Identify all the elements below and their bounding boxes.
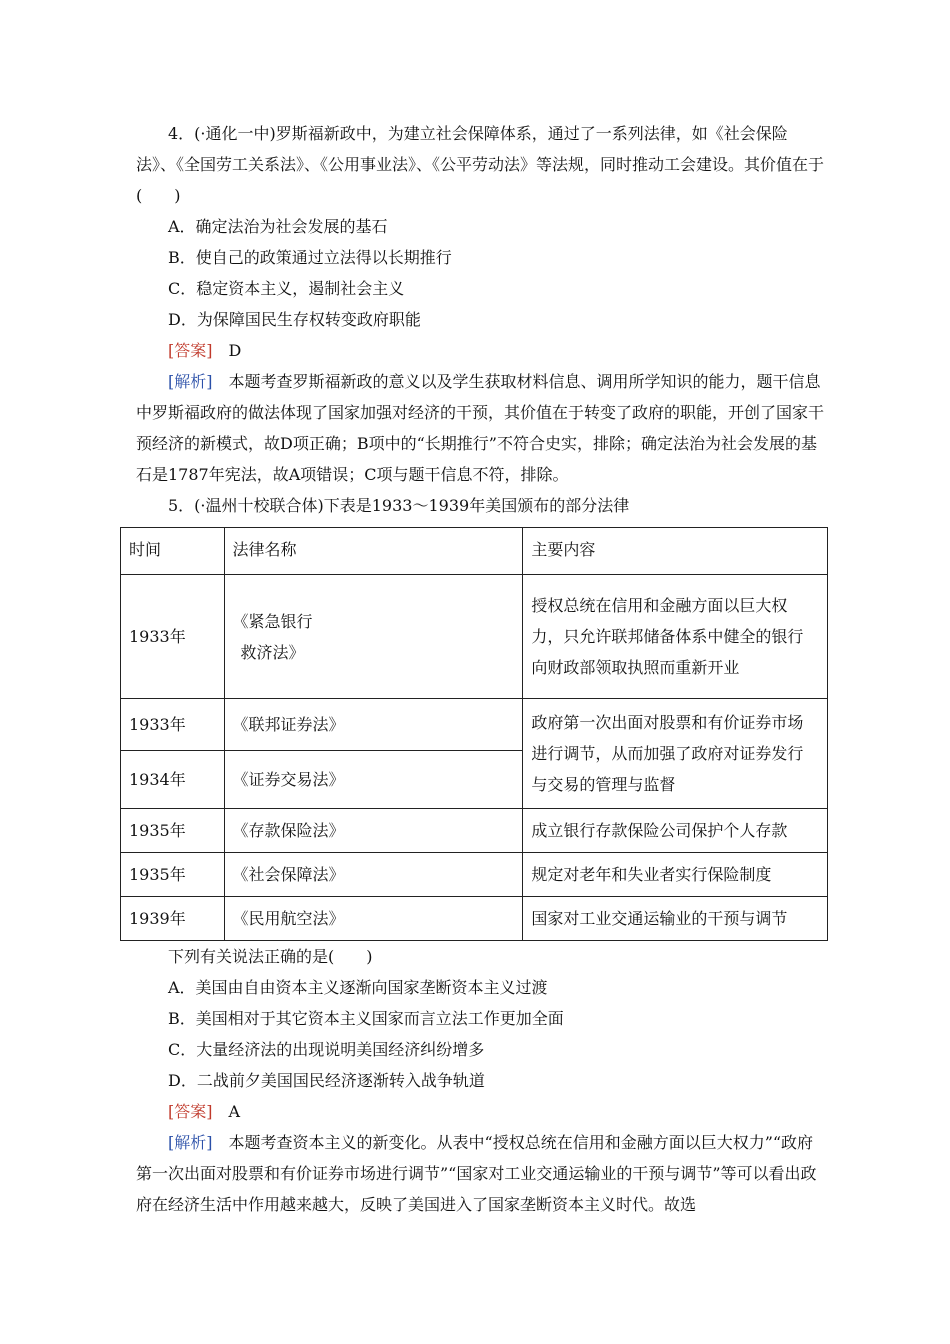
analysis-label: [解析] (168, 372, 213, 391)
cell-year: 1939年 (121, 897, 225, 941)
q4-answer (136, 335, 826, 366)
header-law-name: 法律名称 (224, 528, 523, 575)
question-5-stem: 5．(·温州十校联合体)下表是1933～1939年美国颁布的部分法律 (168, 496, 630, 515)
q5-answer (136, 1096, 826, 1127)
cell-law-name: 《存款保险法》 (224, 809, 523, 853)
law-name-line2: 救济法》 (240, 642, 305, 662)
table-header-row (121, 528, 828, 575)
answer-value: A (228, 1102, 241, 1121)
cell-content: 授权总统在信用和金融方面以巨大权力，只允许联邦储备体系中健全的银行向财政部领取执照而重新开业 (523, 575, 828, 699)
table-row (121, 853, 828, 897)
laws-table (120, 527, 828, 941)
cell-year: 1934年 (121, 751, 225, 809)
header-time: 时间 (121, 528, 225, 575)
cell-law-name: 《联邦证券法》 (224, 699, 523, 751)
cell-law-name: 《民用航空法》 (224, 897, 523, 941)
q5-option-b: B．美国相对于其它资本主义国家而言立法工作更加全面 (168, 1009, 564, 1028)
q5-option-c: C．大量经济法的出现说明美国经济纠纷增多 (168, 1040, 485, 1059)
answer-label: [答案] (168, 1102, 213, 1121)
header-content: 主要内容 (523, 528, 828, 575)
cell-law-name (224, 575, 523, 699)
answer-value: D (228, 341, 242, 360)
cell-content: 国家对工业交通运输业的干预与调节 (523, 897, 828, 941)
table-row (121, 575, 828, 699)
table-row (121, 809, 828, 853)
q4-option-c: C．稳定资本主义，遏制社会主义 (168, 279, 405, 298)
answer-label: [答案] (168, 341, 213, 360)
table-row (121, 699, 828, 751)
q4-option-d: D．为保障国民生存权转变政府职能 (168, 310, 421, 329)
cell-content: 成立银行存款保险公司保护个人存款 (523, 809, 828, 853)
analysis-text: 本题考查资本主义的新变化。从表中“授权总统在信用和金融方面以巨大权力”“政府第一次出面对股票和有价证券市场进行调节”“国家对工业交通运输业的干预与调节”等可以看出政府在经济生活中作用越来越大，反映了美国进入了国家垄断资本主义时代。故选 (136, 1133, 817, 1214)
q4-analysis (136, 366, 826, 490)
cell-year: 1935年 (121, 853, 225, 897)
law-name-line1: 《紧急银行 (232, 611, 313, 631)
analysis-label: [解析] (168, 1133, 213, 1152)
q4-option-a: A．确定法治为社会发展的基石 (168, 217, 388, 236)
table-row (121, 897, 828, 941)
q5-option-d: D．二战前夕美国国民经济逐渐转入战争轨道 (168, 1071, 485, 1090)
cell-law-name: 《社会保障法》 (224, 853, 523, 897)
q5-option-a: A．美国由自由资本主义逐渐向国家垄断资本主义过渡 (168, 978, 548, 997)
analysis-text: 本题考查罗斯福新政的意义以及学生获取材料信息、调用所学知识的能力，题干信息中罗斯福政府的做法体现了国家加强对经济的干预，其价值在于转变了政府的职能，开创了国家干预经济的新模式，故D项正确；B项中的“长期推行”不符合史实，排除；确定法治为社会发展的基石是1787年宪法，故A项错误；C项与题干信息不符，排除。 (136, 372, 825, 484)
cell-year: 1933年 (121, 575, 225, 699)
cell-year: 1935年 (121, 809, 225, 853)
cell-year: 1933年 (121, 699, 225, 751)
cell-content: 规定对老年和失业者实行保险制度 (523, 853, 828, 897)
q4-option-b: B．使自己的政策通过立法得以长期推行 (168, 248, 452, 267)
question-4-stem: 4．(·通化一中)罗斯福新政中，为建立社会保障体系，通过了一系列法律，如《社会保险法》、《全国劳工关系法》、《公用事业法》、《公平劳动法》等法规，同时推动工会建设。其价值在于( ) (136, 124, 825, 205)
q5-question: 下列有关说法正确的是( ) (168, 947, 373, 966)
document-page (129, 118, 826, 1220)
q5-analysis (136, 1127, 826, 1220)
cell-law-name: 《证券交易法》 (224, 751, 523, 809)
cell-content: 政府第一次出面对股票和有价证券市场进行调节，从而加强了政府对证券发行与交易的管理与监督 (523, 699, 828, 809)
